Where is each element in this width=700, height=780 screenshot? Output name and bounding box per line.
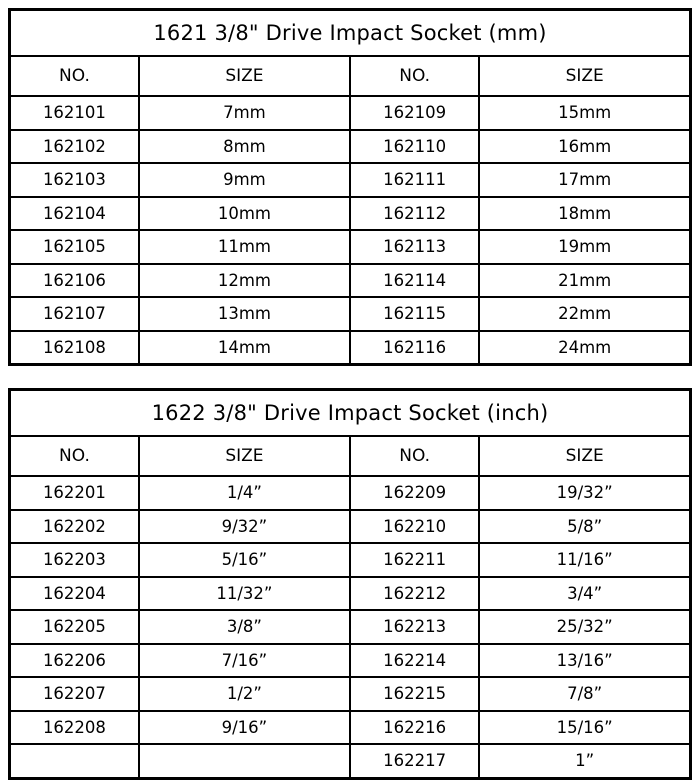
column-header-size-left: SIZE	[139, 56, 350, 96]
part-size: 12mm	[139, 264, 350, 298]
part-size: 7/8”	[479, 677, 690, 711]
table-row	[10, 230, 691, 264]
part-size: 21mm	[479, 264, 690, 298]
part-size: 1/4”	[139, 476, 350, 510]
column-header-no-right: NO.	[350, 56, 479, 96]
table-row	[10, 543, 691, 577]
table-header-row	[10, 436, 691, 476]
part-size: 7/16”	[139, 644, 350, 678]
socket-table-mm	[8, 8, 692, 366]
part-size: 10mm	[139, 197, 350, 231]
part-no: 162209	[350, 476, 479, 510]
part-size: 14mm	[139, 331, 350, 365]
part-no: 162109	[350, 96, 479, 130]
part-no: 162106	[10, 264, 139, 298]
part-no: 162111	[350, 163, 479, 197]
part-no: 162113	[350, 230, 479, 264]
part-no: 162207	[10, 677, 139, 711]
part-size: 15/16”	[479, 711, 690, 745]
part-no: 162212	[350, 577, 479, 611]
column-header-no-left: NO.	[10, 436, 139, 476]
table-row	[10, 476, 691, 510]
part-no: 162216	[350, 711, 479, 745]
part-no: 162206	[10, 644, 139, 678]
column-header-size-right: SIZE	[479, 56, 690, 96]
part-size: 11mm	[139, 230, 350, 264]
table-row	[10, 163, 691, 197]
column-header-no-right: NO.	[350, 436, 479, 476]
part-size: 5/8”	[479, 510, 690, 544]
part-no: 162204	[10, 577, 139, 611]
table-row	[10, 711, 691, 745]
part-no: 162112	[350, 197, 479, 231]
part-size: 18mm	[479, 197, 690, 231]
socket-table-inch	[8, 388, 692, 780]
table-row	[10, 96, 691, 130]
part-no: 162201	[10, 476, 139, 510]
part-no: 162116	[350, 331, 479, 365]
empty-cell	[139, 744, 350, 778]
table-row	[10, 577, 691, 611]
part-no: 162211	[350, 543, 479, 577]
part-no: 162202	[10, 510, 139, 544]
part-no: 162102	[10, 130, 139, 164]
table-row	[10, 331, 691, 365]
part-no: 162210	[350, 510, 479, 544]
part-size: 5/16”	[139, 543, 350, 577]
part-size: 24mm	[479, 331, 690, 365]
part-size: 19mm	[479, 230, 690, 264]
part-size: 25/32”	[479, 610, 690, 644]
part-size: 9mm	[139, 163, 350, 197]
part-no: 162105	[10, 230, 139, 264]
part-size: 19/32”	[479, 476, 690, 510]
part-no: 162205	[10, 610, 139, 644]
part-no: 162108	[10, 331, 139, 365]
part-no: 162115	[350, 297, 479, 331]
part-no: 162213	[350, 610, 479, 644]
table-title-row	[10, 10, 691, 57]
part-no: 162215	[350, 677, 479, 711]
part-size: 11/32”	[139, 577, 350, 611]
part-size: 15mm	[479, 96, 690, 130]
empty-cell	[10, 744, 139, 778]
table-row	[10, 677, 691, 711]
part-size: 11/16”	[479, 543, 690, 577]
table-row	[10, 744, 691, 778]
table-header-row	[10, 56, 691, 96]
part-size: 3/8”	[139, 610, 350, 644]
part-no: 162203	[10, 543, 139, 577]
part-no: 162107	[10, 297, 139, 331]
part-no: 162208	[10, 711, 139, 745]
part-size: 7mm	[139, 96, 350, 130]
table-title-row	[10, 390, 691, 437]
table-title: 1621 3/8" Drive Impact Socket (mm)	[10, 10, 691, 57]
table-row	[10, 644, 691, 678]
part-size: 16mm	[479, 130, 690, 164]
part-size: 3/4”	[479, 577, 690, 611]
table-title: 1622 3/8" Drive Impact Socket (inch)	[10, 390, 691, 437]
part-no: 162217	[350, 744, 479, 778]
table-row	[10, 197, 691, 231]
column-header-size-left: SIZE	[139, 436, 350, 476]
table-row	[10, 297, 691, 331]
part-size: 1/2”	[139, 677, 350, 711]
table-row	[10, 130, 691, 164]
part-size: 9/32”	[139, 510, 350, 544]
part-no: 162104	[10, 197, 139, 231]
table-row	[10, 510, 691, 544]
part-size: 1”	[479, 744, 690, 778]
table-separator	[8, 366, 692, 388]
part-no: 162214	[350, 644, 479, 678]
part-no: 162110	[350, 130, 479, 164]
column-header-size-right: SIZE	[479, 436, 690, 476]
table-row	[10, 264, 691, 298]
part-no: 162114	[350, 264, 479, 298]
part-no: 162103	[10, 163, 139, 197]
column-header-no-left: NO.	[10, 56, 139, 96]
part-size: 17mm	[479, 163, 690, 197]
part-size: 8mm	[139, 130, 350, 164]
part-size: 13/16”	[479, 644, 690, 678]
part-size: 13mm	[139, 297, 350, 331]
part-size: 9/16”	[139, 711, 350, 745]
table-row	[10, 610, 691, 644]
part-size: 22mm	[479, 297, 690, 331]
part-no: 162101	[10, 96, 139, 130]
